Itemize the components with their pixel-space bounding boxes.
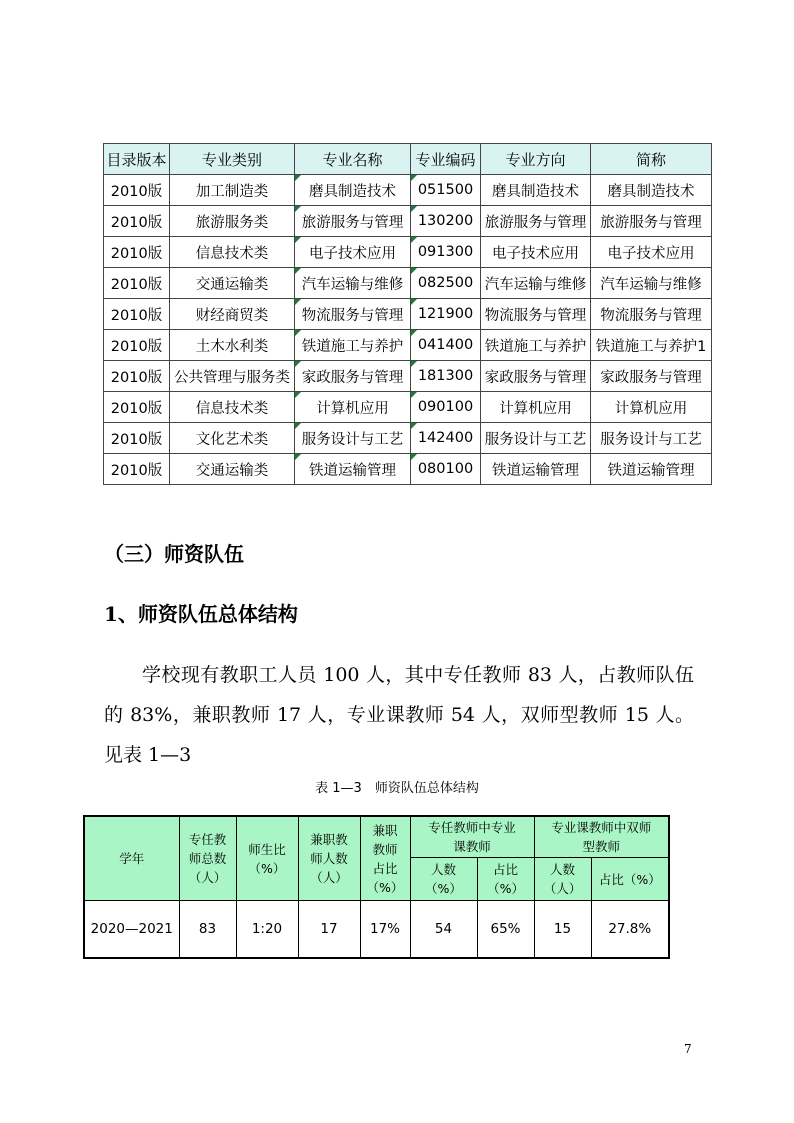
- table-cell: 汽车运输与维修: [591, 268, 712, 299]
- table-cell: 铁道施工与养护1: [591, 330, 712, 361]
- table-cell: 080100: [411, 454, 481, 485]
- table-cell: 磨具制造技术: [591, 175, 712, 206]
- table-row: [104, 361, 712, 392]
- table-cell: 物流服务与管理: [295, 299, 411, 330]
- table-body: [104, 175, 712, 485]
- table-cell: 2010版: [104, 330, 170, 361]
- table-cell: 物流服务与管理: [591, 299, 712, 330]
- table-cell: 082500: [411, 268, 481, 299]
- table-cell: 文化艺术类: [170, 423, 295, 454]
- table-cell: 汽车运输与维修: [295, 268, 411, 299]
- table-row: [104, 268, 712, 299]
- table-cell: 130200: [411, 206, 481, 237]
- table-cell: 2010版: [104, 392, 170, 423]
- header-cell: 专业类别: [170, 144, 295, 175]
- table-row: [104, 330, 712, 361]
- header-cell: 目录版本: [104, 144, 170, 175]
- cell-g2-pct: 27.8%: [591, 901, 669, 959]
- major-list-table: [103, 143, 712, 485]
- header-cell: 简称: [591, 144, 712, 175]
- table-cell: 财经商贸类: [170, 299, 295, 330]
- header-cell: 专业编码: [411, 144, 481, 175]
- table-cell: 旅游服务与管理: [591, 206, 712, 237]
- table-cell: 信息技术类: [170, 392, 295, 423]
- table-cell: 服务设计与工艺: [591, 423, 712, 454]
- table-cell: 091300: [411, 237, 481, 268]
- table-row: [104, 299, 712, 330]
- table-header-row: [104, 144, 712, 175]
- table-row: [104, 454, 712, 485]
- table-row: [104, 206, 712, 237]
- header-parttime-count: 兼职教 师人数 （人）: [298, 816, 360, 901]
- table-cell: 磨具制造技术: [295, 175, 411, 206]
- header-group-dual: 专业课教师中双师 型教师: [534, 816, 669, 858]
- cell-year: 2020—2021: [84, 901, 179, 959]
- header-g1-pct: 占比 （%）: [477, 858, 534, 901]
- page-number: 7: [684, 1042, 692, 1056]
- table-cell: 142400: [411, 423, 481, 454]
- table-row: [104, 237, 712, 268]
- table-cell: 铁道运输管理: [481, 454, 591, 485]
- header-year: 学年: [84, 816, 179, 901]
- table-cell: 041400: [411, 330, 481, 361]
- cell-fulltime: 83: [179, 901, 236, 959]
- table-cell: 2010版: [104, 175, 170, 206]
- table-cell: 交通运输类: [170, 454, 295, 485]
- table-cell: 计算机应用: [591, 392, 712, 423]
- table-cell: 磨具制造技术: [481, 175, 591, 206]
- table-cell: 土木水利类: [170, 330, 295, 361]
- header-cell: 专业方向: [481, 144, 591, 175]
- cell-g1-pct: 65%: [477, 901, 534, 959]
- table-cell: 服务设计与工艺: [295, 423, 411, 454]
- header-student-ratio: 师生比 （%）: [236, 816, 298, 901]
- header-fulltime-total: 专任教 师总数 （人）: [179, 816, 236, 901]
- table-row: [104, 392, 712, 423]
- table-row: [104, 423, 712, 454]
- table-caption: 表 1—3 师资队伍总体结构: [315, 781, 479, 796]
- table-cell: 铁道施工与养护: [481, 330, 591, 361]
- table-cell: 电子技术应用: [295, 237, 411, 268]
- table-cell: 交通运输类: [170, 268, 295, 299]
- table-cell: 家政服务与管理: [591, 361, 712, 392]
- table-cell: 汽车运输与维修: [481, 268, 591, 299]
- table-cell: 2010版: [104, 361, 170, 392]
- sub-heading: 1、师资队伍总体结构: [104, 602, 298, 626]
- table-cell: 181300: [411, 361, 481, 392]
- cell-parttime: 17: [298, 901, 360, 959]
- table-cell: 2010版: [104, 268, 170, 299]
- header-g2-count: 人数 （人）: [534, 858, 591, 901]
- table-cell: 电子技术应用: [481, 237, 591, 268]
- table-cell: 2010版: [104, 299, 170, 330]
- table-cell: 2010版: [104, 423, 170, 454]
- table-cell: 2010版: [104, 206, 170, 237]
- header-group-professional: 专任教师中专业 课教师: [410, 816, 534, 858]
- table-cell: 信息技术类: [170, 237, 295, 268]
- cell-ratio: 1:20: [236, 901, 298, 959]
- table-cell: 旅游服务类: [170, 206, 295, 237]
- table-cell: 家政服务与管理: [481, 361, 591, 392]
- table-cell: 加工制造类: [170, 175, 295, 206]
- table-cell: 服务设计与工艺: [481, 423, 591, 454]
- table-cell: 121900: [411, 299, 481, 330]
- table-cell: 物流服务与管理: [481, 299, 591, 330]
- table-cell: 家政服务与管理: [295, 361, 411, 392]
- table-cell: 051500: [411, 175, 481, 206]
- cell-g1-count: 54: [410, 901, 477, 959]
- table-cell: 公共管理与服务类: [170, 361, 295, 392]
- cell-parttime-pct: 17%: [360, 901, 410, 959]
- cell-g2-count: 15: [534, 901, 591, 959]
- header-cell: 专业名称: [295, 144, 411, 175]
- section-heading: （三）师资队伍: [104, 542, 244, 566]
- table-cell: 2010版: [104, 237, 170, 268]
- table-cell: 铁道运输管理: [591, 454, 712, 485]
- table-row: [104, 175, 712, 206]
- header-g1-count: 人数 （%）: [410, 858, 477, 901]
- header-g2-pct: 占比（%）: [591, 858, 669, 901]
- table-cell: 计算机应用: [481, 392, 591, 423]
- table-cell: 铁道施工与养护: [295, 330, 411, 361]
- table-cell: 旅游服务与管理: [295, 206, 411, 237]
- header-parttime-pct: 兼职 教师 占比 （%）: [360, 816, 410, 901]
- table-cell: 铁道运输管理: [295, 454, 411, 485]
- body-paragraph: 学校现有教职工人员 100 人，其中专任教师 83 人，占教师队伍的 83%，兼职教师 17 人，专业课教师 54 人，双师型教师 15 人。见表 1—3: [104, 664, 694, 766]
- table-cell: 090100: [411, 392, 481, 423]
- table-cell: 旅游服务与管理: [481, 206, 591, 237]
- teacher-structure-table: [83, 815, 670, 959]
- table-row: [84, 901, 669, 959]
- table-cell: 电子技术应用: [591, 237, 712, 268]
- table-cell: 计算机应用: [295, 392, 411, 423]
- table-cell: 2010版: [104, 454, 170, 485]
